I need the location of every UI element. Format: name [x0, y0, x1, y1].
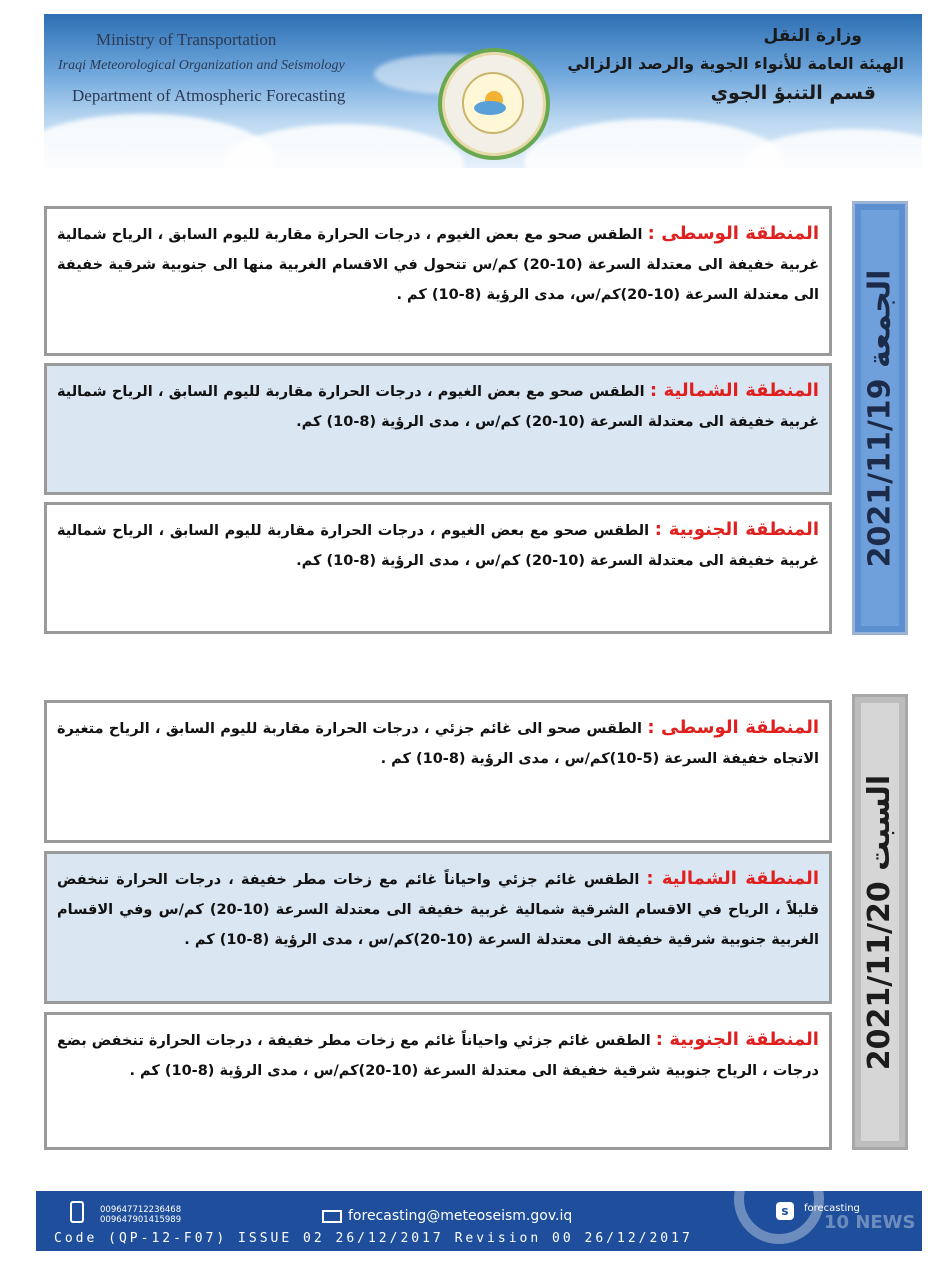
- document-code: Code (QP-12-F07) ISSUE 02 26/12/2017 Revision 00 26/12/2017: [54, 1231, 693, 1246]
- email-link[interactable]: forecasting@meteoseism.gov.iq: [348, 1208, 573, 1224]
- news-watermark: [724, 1134, 924, 1280]
- phone-icon: [70, 1201, 84, 1223]
- day-1-label-panel: [852, 201, 908, 635]
- phone-numbers: [100, 1205, 181, 1225]
- forecast-text: الطقس غائم جزئي واحياناً غائم مع زخات مطر خفيفة ، درجات الحرارة تنخفض بضع درجات ، الرياح جنوبية شرقية خفيفة الى معتدلة السرعة (10-20)كم/س ، مدى الرؤية (8-10) كم .: [57, 1033, 819, 1079]
- region-title: المنطقة الوسطى :: [647, 223, 819, 244]
- forecast-text: الطقس صحو الى غائم جزئي ، درجات الحرارة مقاربة لليوم السابق ، الرياح متغيرة الاتجاه خفيفة السرعة (5-10)كم/س ، مدى الرؤية (8-10) كم .: [57, 721, 819, 767]
- skype-icon: s: [776, 1202, 794, 1220]
- region-title: المنطقة الجنوبية :: [654, 519, 819, 540]
- header-en-ministry: Ministry of Transportation: [96, 30, 277, 49]
- region-title: المنطقة الشمالية :: [646, 868, 819, 889]
- forecast-text: الطقس صحو مع بعض الغيوم ، درجات الحرارة مقاربة لليوم السابق ، الرياح شمالية غربية خفيفة الى معتدلة السرعة (10-20) كم/س ، مدى الرؤية (8-10) كم.: [57, 384, 819, 430]
- forecast-text: الطقس صحو مع بعض الغيوم ، درجات الحرارة مقاربة لليوم السابق ، الرياح شمالية غربية خفيفة الى معتدلة السرعة (10-20) كم/س ، مدى الرؤية (8-10) كم.: [57, 523, 819, 569]
- header-banner: [44, 14, 922, 168]
- forecast-box-day2-north: [44, 851, 832, 1004]
- forecast-box-day1-north: [44, 363, 832, 495]
- region-title: المنطقة الوسطى :: [647, 717, 819, 738]
- day-2-label-panel: [852, 694, 908, 1150]
- header-ar-department: قسم التنبؤ الجوي: [710, 82, 876, 104]
- forecast-text: الطقس غائم جزئي واحياناً غائم مع زخات مطر خفيفة ، درجات الحرارة تنخفض قليلاً ، الرياح في الاقسام الشرقية شمالية غربية خفيفة الى معتدلة السرعة (10-20) كم/س وفي الاقسام الغربية جنوبية شرقية خفيفة الى معتدلة السرعة (10-20)كم/س ، مدى الرؤية (8-10) كم .: [57, 872, 819, 948]
- phone-1: 009647712236468: [100, 1205, 182, 1215]
- forecast-box-day2-central: [44, 700, 832, 843]
- header-en-organization: Iraqi Meteorological Organization and Seismology: [58, 58, 345, 73]
- forecast-text: الطقس صحو مع بعض الغيوم ، درجات الحرارة مقاربة لليوم السابق ، الرياح شمالية غربية خفيفة الى معتدلة السرعة (10-20) كم/س تتحول في الاقسام الغربية منها الى جنوبية شرقية خفيفة الى معتدلة السرعة (10-20)كم/س، مدى الرؤية (8-10) كم .: [57, 227, 819, 303]
- header-ar-organization: الهيئة العامة للأنواء الجوية والرصد الزلزالي: [567, 54, 904, 73]
- mail-icon: [322, 1210, 342, 1223]
- watermark-text: 10 NEWS: [824, 1212, 916, 1233]
- header-en-department: Department of Atmospheric Forecasting: [72, 86, 346, 105]
- day-1-label: الجمعة 2021/11/19: [862, 269, 898, 567]
- forecast-box-day2-south: [44, 1012, 832, 1150]
- day-2-label: السبت 2021/11/20: [862, 774, 898, 1070]
- phone-2: 009647901415989: [100, 1215, 182, 1225]
- forecast-box-day1-south: [44, 502, 832, 634]
- region-title: المنطقة الجنوبية :: [655, 1029, 819, 1050]
- forecast-box-day1-central: [44, 206, 832, 356]
- social-handle[interactable]: forecasting: [804, 1203, 860, 1214]
- header-ar-ministry: وزارة النقل: [763, 26, 862, 46]
- organization-logo: [438, 48, 550, 160]
- region-title: المنطقة الشمالية :: [649, 380, 819, 401]
